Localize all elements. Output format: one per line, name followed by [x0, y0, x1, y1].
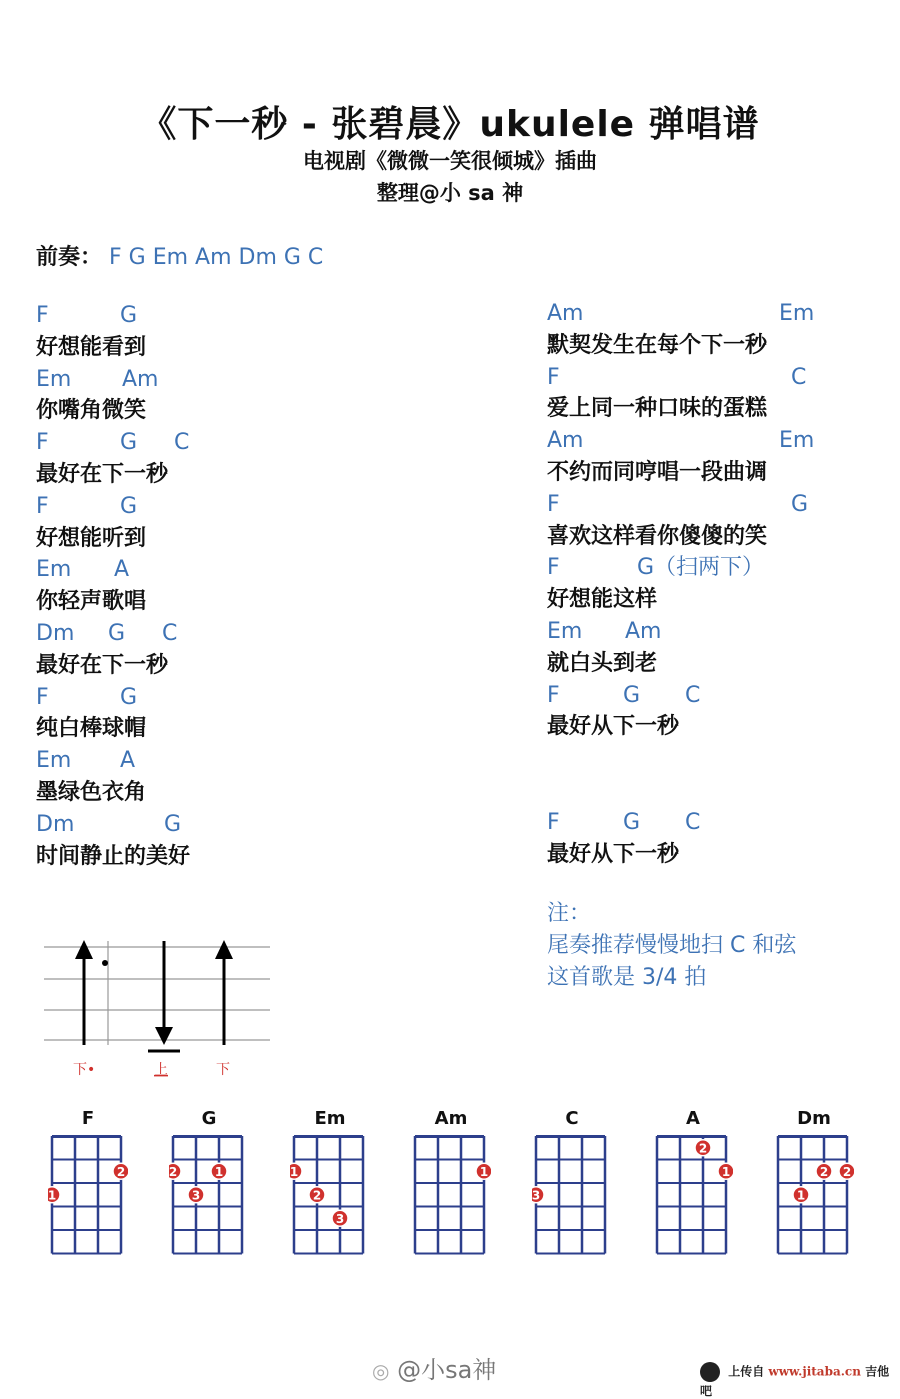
lyric-line: 就白头到老 — [547, 650, 658, 676]
finger-number: 3 — [335, 1211, 345, 1226]
chord-diagram-name: Dm — [797, 1108, 831, 1129]
fretboard-grid — [290, 1132, 370, 1256]
notes-line-1: 尾奏推荐慢慢地扫 C 和弦 — [547, 933, 797, 958]
finger-number: 3 — [191, 1188, 201, 1203]
notes-line-2: 这首歌是 3/4 拍 — [547, 965, 707, 990]
chord-label: G（扫两下） — [637, 555, 765, 581]
finger-number: 2 — [698, 1141, 708, 1156]
chord-label: F — [547, 364, 560, 390]
chord-label: Am — [625, 618, 662, 644]
lyric-line: 纯白棒球帽 — [36, 716, 147, 742]
chord-label: G — [623, 809, 641, 835]
fretboard-grid — [653, 1132, 733, 1256]
chord-label: G — [108, 620, 126, 646]
page-title: 《下一秒 - 张碧晨》ukulele 弹唱谱 — [140, 104, 760, 145]
lyric-line: 你轻声歌唱 — [36, 589, 147, 615]
fretboard-grid — [774, 1132, 854, 1256]
chord-diagram-em — [290, 1108, 370, 1258]
chord-label: Em — [779, 301, 815, 326]
notes — [547, 898, 796, 994]
guitar-logo-icon — [700, 1362, 720, 1382]
chord-diagram-c — [532, 1108, 612, 1258]
chord-label: C — [791, 364, 807, 390]
chord-label: F — [36, 684, 49, 710]
chord-label: G — [623, 682, 641, 708]
chord-label: Em — [36, 557, 72, 583]
fretboard-grid — [48, 1132, 128, 1256]
chord-diagram-g — [169, 1108, 249, 1258]
fretboard-grid — [411, 1132, 491, 1256]
intro-chords: F G Em Am Dm G C — [109, 245, 324, 270]
lyric-line: 好想能这样 — [547, 587, 658, 613]
chord-label: F — [36, 303, 49, 328]
chord-diagram-am — [411, 1108, 491, 1258]
lyric-line: 不约而同哼唱一段曲调 — [547, 459, 768, 485]
chord-label: Dm — [36, 620, 75, 646]
chord-label: F — [547, 491, 560, 517]
weibo-icon: ◎ — [372, 1359, 390, 1383]
chord-label: Em — [36, 748, 72, 774]
finger-number: 2 — [169, 1164, 178, 1179]
lyric-line: 最好在下一秒 — [36, 652, 169, 678]
staff-lines — [44, 947, 270, 1040]
chord-label: Em — [779, 428, 815, 454]
chord-diagram-name: Em — [314, 1108, 346, 1129]
strum-label-down-dot: 下• — [73, 1062, 96, 1078]
notes-heading: 注： — [547, 901, 592, 926]
chord-label: Em — [547, 618, 583, 644]
chord-label: C — [162, 620, 178, 646]
strum-label-down: 下 — [216, 1062, 230, 1078]
chord-diagram-dm — [774, 1108, 854, 1258]
finger-number: 1 — [479, 1164, 489, 1179]
finger-number: 2 — [842, 1164, 852, 1179]
chord-diagram-f — [48, 1108, 128, 1258]
lyric-line: 最好从下一秒 — [547, 841, 680, 867]
finger-number: 1 — [290, 1164, 299, 1179]
arranger-credit: 整理@小 sa 神 — [376, 181, 524, 205]
subtitle: 电视剧《微微一笑很倾城》插曲 — [303, 149, 597, 173]
chord-label: Am — [547, 428, 584, 454]
dot-icon — [102, 960, 108, 966]
finger-number: 1 — [48, 1188, 57, 1203]
intro-line — [36, 240, 323, 271]
chord-label: G — [120, 684, 138, 710]
lyric-line: 好想能看到 — [36, 334, 147, 360]
finger-number: 2 — [116, 1164, 126, 1179]
strum-label-up: 上 — [154, 1062, 168, 1078]
lyric-line: 默契发生在每个下一秒 — [547, 332, 768, 358]
chord-label: Am — [547, 301, 584, 326]
lyric-line: 墨绿色衣角 — [36, 779, 147, 805]
chord-diagram-name: Am — [434, 1108, 468, 1129]
chord-label: F — [547, 809, 560, 835]
chord-label: F — [36, 430, 49, 456]
up-arrow — [148, 941, 180, 1051]
strum-pattern — [40, 935, 280, 1089]
finger-number: 2 — [312, 1188, 322, 1203]
lyric-line: 最好在下一秒 — [36, 461, 169, 487]
chord-diagram-name: G — [201, 1108, 217, 1129]
site-credit: 上传自 www.jitaba.cn 吉他吧 — [700, 1362, 900, 1399]
fretboard-grid — [169, 1132, 249, 1256]
lyric-line: 最好从下一秒 — [547, 714, 680, 740]
intro-label: 前奏： — [36, 245, 103, 270]
chord-label: G — [164, 811, 182, 837]
fretboard-grid — [532, 1132, 612, 1256]
finger-number: 1 — [721, 1164, 731, 1179]
finger-number: 1 — [214, 1164, 224, 1179]
down-arrow-1 — [75, 940, 93, 1045]
chord-label: G — [120, 493, 138, 519]
down-arrow-2 — [215, 940, 233, 1045]
chord-label: Am — [122, 366, 159, 392]
chord-diagram-name: F — [81, 1108, 95, 1129]
chord-label: C — [685, 682, 701, 708]
lyric-line: 你嘴角微笑 — [36, 398, 147, 424]
lyric-line: 好想能听到 — [36, 525, 147, 551]
chord-label: Em — [36, 366, 72, 392]
chord-label: F — [547, 682, 560, 708]
chord-label: C — [174, 430, 190, 456]
chord-label: C — [685, 809, 701, 835]
chord-label: G — [120, 303, 138, 328]
chord-label: G — [791, 491, 809, 517]
chord-diagram-a — [653, 1108, 733, 1258]
lyric-line: 爱上同一种口味的蛋糕 — [547, 396, 768, 422]
chord-label: A — [120, 748, 136, 774]
chord-diagram-name: C — [565, 1108, 579, 1129]
chord-label: A — [114, 557, 130, 583]
chord-diagram-name: A — [686, 1108, 700, 1129]
weibo-credit: ◎ @小sa神 — [372, 1356, 497, 1384]
chord-label: F — [547, 555, 560, 581]
chord-label: Dm — [36, 811, 75, 837]
lyric-line: 时间静止的美好 — [36, 843, 191, 869]
chord-label: F — [36, 493, 49, 519]
site-link[interactable]: www.jitaba.cn — [768, 1364, 861, 1379]
finger-number: 1 — [796, 1188, 806, 1203]
finger-number: 3 — [532, 1188, 541, 1203]
finger-number: 2 — [819, 1164, 829, 1179]
chord-label: G — [120, 430, 138, 456]
lyric-line: 喜欢这样看你傻傻的笑 — [547, 523, 768, 549]
